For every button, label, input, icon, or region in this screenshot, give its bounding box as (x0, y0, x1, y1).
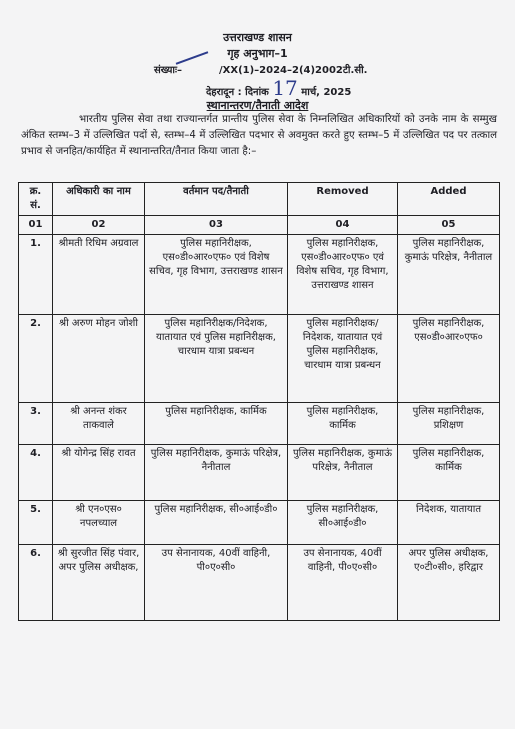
current-post: पुलिस महानिरीक्षक, सी०आई०डी० (145, 501, 288, 545)
column-number: 01 (19, 216, 53, 235)
column-number: 04 (288, 216, 398, 235)
header-serial: क्र. सं. (19, 183, 53, 216)
removed-post: पुलिस महानिरीक्षक, कुमाऊं परिक्षेत्र, नैनीताल (288, 445, 398, 501)
date-day-handwritten: 17 (272, 76, 298, 100)
transfer-table (18, 182, 500, 621)
table-row (19, 403, 500, 445)
added-post: पुलिस महानिरीक्षक, एस०डी०आर०एफ० (398, 315, 500, 403)
officer-name: श्री सुरजीत सिंह पंवार, अपर पुलिस अधीक्षक, (53, 545, 145, 621)
order-paragraph (21, 112, 497, 160)
officer-name: श्री योगेन्द्र सिंह रावत (53, 445, 145, 501)
order-number (154, 62, 367, 76)
table-row (19, 445, 500, 501)
order-number-label: संख्याः– (154, 65, 183, 76)
order-number-value: /XX(1)–2024–2(4)2002टी.सी. (219, 65, 368, 76)
current-post: पुलिस महानिरीक्षक, एस०डी०आर०एफ० एवं विशेष सचिव, गृह विभाग, उत्तराखण्ड शासन (145, 235, 288, 315)
order-subject: स्थानान्तरण/तैनाती आदेश (206, 99, 309, 112)
date-prefix: देहरादून : दिनांक (206, 87, 269, 98)
header-removed: Removed (288, 183, 398, 216)
added-post: पुलिस महानिरीक्षक, प्रशिक्षण (398, 403, 500, 445)
column-number: 05 (398, 216, 500, 235)
added-post: पुलिस महानिरीक्षक, कुमाऊं परिक्षेत्र, नैनीताल (398, 235, 500, 315)
column-number: 02 (53, 216, 145, 235)
added-post: पुलिस महानिरीक्षक, कार्मिक (398, 445, 500, 501)
current-post: उप सेनानायक, 40वीं वाहिनी, पी०ए०सी० (145, 545, 288, 621)
department-title: गृह अनुभाग–1 (227, 47, 288, 60)
removed-post: उप सेनानायक, 40वीं वाहिनी, पी०ए०सी० (288, 545, 398, 621)
table-row (19, 545, 500, 621)
removed-post: पुलिस महानिरीक्षक/निदेशक, यातायात एवं पुलिस महानिरीक्षक, चारधाम यात्रा प्रबन्धन (288, 315, 398, 403)
removed-post: पुलिस महानिरीक्षक, सी०आई०डी० (288, 501, 398, 545)
row-serial: 1. (19, 235, 53, 315)
govt-title: उत्तराखण्ड शासन (223, 31, 292, 44)
added-post: अपर पुलिस अधीक्षक, ए०टी०सी०, हरिद्वार (398, 545, 500, 621)
row-serial: 5. (19, 501, 53, 545)
row-serial: 2. (19, 315, 53, 403)
table-row (19, 501, 500, 545)
header-added: Added (398, 183, 500, 216)
row-serial: 6. (19, 545, 53, 621)
row-serial: 3. (19, 403, 53, 445)
header-name: अधिकारी का नाम (53, 183, 145, 216)
officer-name: श्री अनन्त शंकर ताकवाले (53, 403, 145, 445)
header-current-post: वर्तमान पद/तैनाती (145, 183, 288, 216)
table-row (19, 315, 500, 403)
current-post: पुलिस महानिरीक्षक/निदेशक, यातायात एवं पुलिस महानिरीक्षक, चारधाम यात्रा प्रबन्धन (145, 315, 288, 403)
officer-name: श्रीमती रिधिम अग्रवाल (53, 235, 145, 315)
current-post: पुलिस महानिरीक्षक, कुमाऊं परिक्षेत्र, नैनीताल (145, 445, 288, 501)
table-header-row (19, 183, 500, 216)
current-post: पुलिस महानिरीक्षक, कार्मिक (145, 403, 288, 445)
officer-name: श्री अरुण मोहन जोशी (53, 315, 145, 403)
row-serial: 4. (19, 445, 53, 501)
column-number: 03 (145, 216, 288, 235)
added-post: निदेशक, यातायात (398, 501, 500, 545)
column-number-row (19, 216, 500, 235)
removed-post: पुलिस महानिरीक्षक, कार्मिक (288, 403, 398, 445)
table-row (19, 235, 500, 315)
order-date (206, 76, 351, 100)
removed-post: पुलिस महानिरीक्षक, एस०डी०आर०एफ० एवं विशेष सचिव, गृह विभाग, उत्तराखण्ड शासन (288, 235, 398, 315)
date-suffix: मार्च, 2025 (301, 87, 352, 98)
officer-name: श्री एन०एस० नपलच्याल (53, 501, 145, 545)
order-paragraph-text: भारतीय पुलिस सेवा तथा राज्यान्तर्गत प्रान्तीय पुलिस सेवा के निम्नलिखित अधिकारियों को उनके नाम के सम्मुख अंकित स्तम्भ–3 में उल्लिखित पदों से, स्तम्भ–4 में उल्लिखित पदभार से अवमुक्त करते हुए स्तम्भ–5 में उल्लिखित पद पर तत्काल प्रभाव से जनहित/कार्यहित में स्थानान्तरित/तैनात किया जाता है:– (21, 114, 497, 157)
